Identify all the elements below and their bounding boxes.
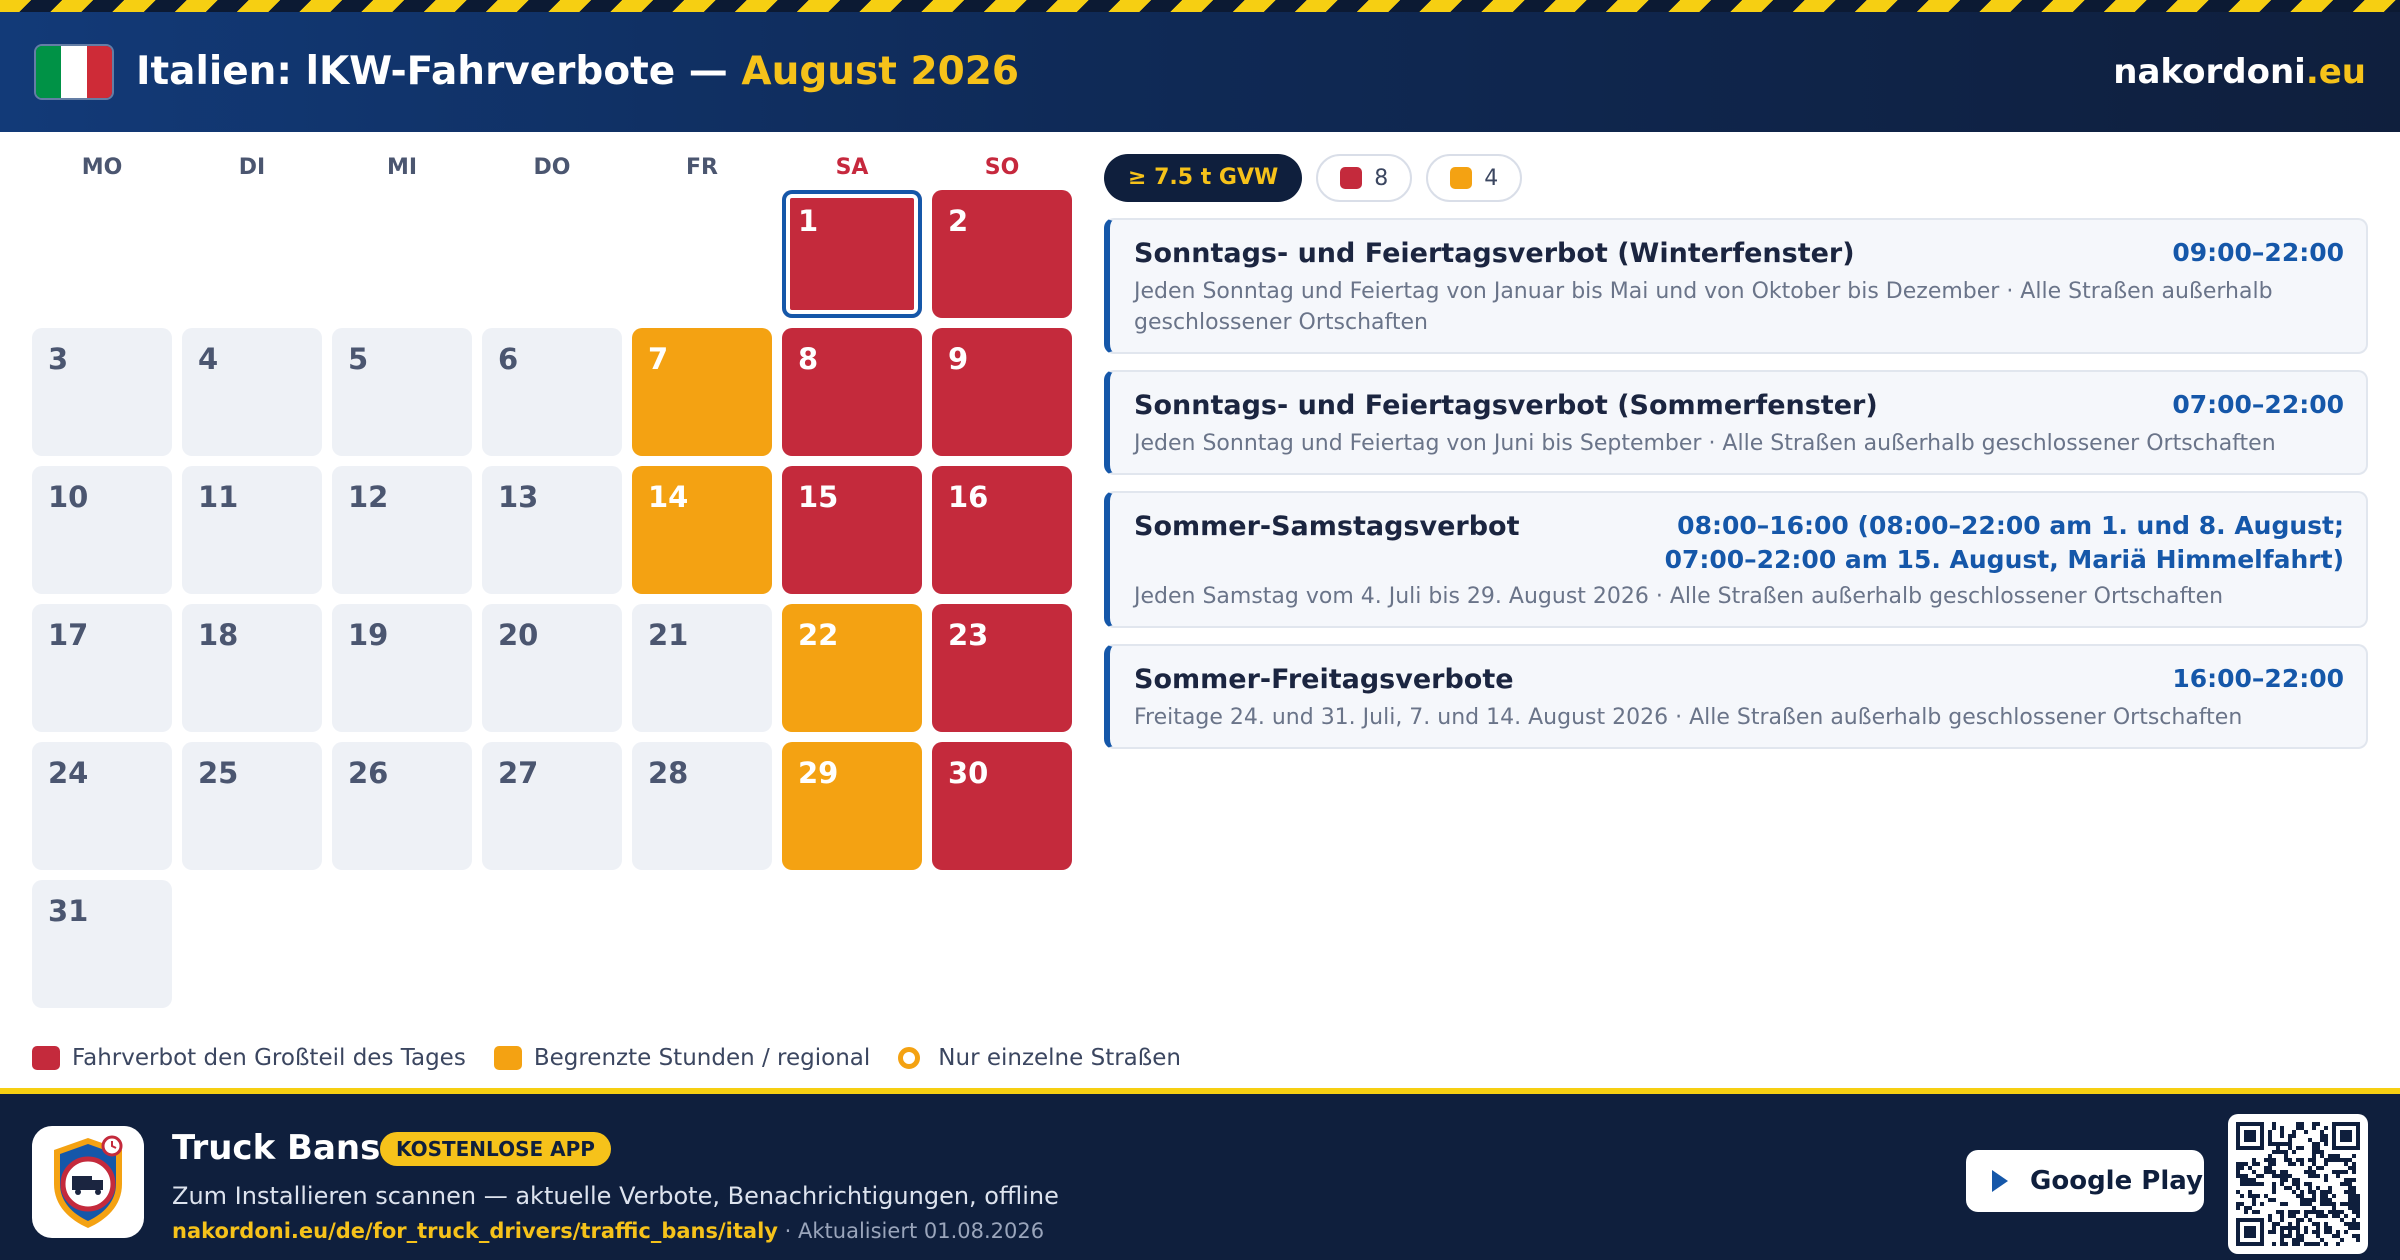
weekday-label: SO bbox=[984, 155, 1020, 180]
calendar-day-number: 24 bbox=[48, 756, 89, 790]
calendar-day[interactable] bbox=[932, 604, 1072, 732]
red-count: 8 bbox=[1374, 165, 1389, 191]
legend-swatch-orange bbox=[494, 1046, 522, 1070]
calendar-empty-cell bbox=[182, 190, 322, 318]
rule-card[interactable] bbox=[1104, 218, 2368, 354]
calendar-empty-cell bbox=[482, 190, 622, 318]
calendar-day-number: 28 bbox=[648, 756, 689, 790]
rule-time: 07:00–22:00 bbox=[2172, 390, 2344, 419]
weekday-label: MO bbox=[81, 155, 123, 180]
calendar-day-number: 8 bbox=[798, 342, 819, 376]
truck-app-icon[interactable] bbox=[32, 1126, 144, 1238]
rule-description: Jeden Samstag vom 4. Juli bis 29. August 2026 · Alle Straßen außerhalb geschlossener Ortschaften bbox=[1134, 584, 2224, 609]
calendar-day[interactable] bbox=[32, 466, 172, 594]
orange-square-icon bbox=[1450, 167, 1472, 189]
red-square-icon bbox=[1340, 167, 1362, 189]
header-bar bbox=[0, 0, 2400, 132]
calendar-day-number: 29 bbox=[798, 756, 839, 790]
legend-item-red bbox=[32, 1045, 466, 1071]
calendar-day-number: 10 bbox=[48, 480, 89, 514]
calendar-day-number: 7 bbox=[648, 342, 669, 376]
calendar-day[interactable] bbox=[332, 742, 472, 870]
italy-flag-icon bbox=[34, 44, 114, 100]
calendar-day-number: 26 bbox=[348, 756, 389, 790]
filter-chips bbox=[1104, 154, 1536, 202]
legend-label-red: Fahrverbot den Großteil des Tages bbox=[72, 1045, 466, 1071]
free-app-badge: KOSTENLOSE APP bbox=[380, 1132, 611, 1166]
calendar-day-number: 23 bbox=[948, 618, 989, 652]
calendar-day[interactable] bbox=[32, 742, 172, 870]
rule-time: 09:00–22:00 bbox=[2172, 238, 2344, 267]
weekday-label: SA bbox=[835, 155, 869, 180]
weekday-label: FR bbox=[686, 155, 718, 180]
legend-label-orange: Begrenzte Stunden / regional bbox=[533, 1045, 871, 1071]
brand-logo[interactable] bbox=[2113, 44, 2366, 100]
calendar-grid bbox=[32, 190, 1074, 1008]
calendar-day-number: 9 bbox=[948, 342, 969, 376]
calendar-day-number: 5 bbox=[348, 342, 369, 376]
calendar-day[interactable] bbox=[932, 328, 1072, 456]
ban-rules-list bbox=[1104, 218, 2368, 765]
google-play-label: Google Play bbox=[2030, 1166, 2203, 1196]
app-name: Truck Bans bbox=[172, 1128, 381, 1168]
calendar-day[interactable] bbox=[32, 604, 172, 732]
calendar-day[interactable] bbox=[632, 328, 772, 456]
updated-date: · Aktualisiert 01.08.2026 bbox=[777, 1219, 1045, 1243]
calendar-day-number: 31 bbox=[48, 894, 89, 928]
calendar-day[interactable] bbox=[332, 604, 472, 732]
calendar-day[interactable] bbox=[482, 466, 622, 594]
calendar-day[interactable] bbox=[632, 466, 772, 594]
legend bbox=[32, 1040, 1209, 1076]
rule-title: Sonntags- und Feiertagsverbot (Winterfenster) bbox=[1134, 238, 1855, 269]
calendar-day[interactable] bbox=[632, 604, 772, 732]
legend-item-roads bbox=[898, 1045, 1181, 1071]
rule-card[interactable] bbox=[1104, 644, 2368, 749]
footer-app-promo bbox=[0, 1088, 2400, 1260]
legend-label-roads: Nur einzelne Straßen bbox=[938, 1045, 1181, 1071]
calendar-day[interactable] bbox=[182, 466, 322, 594]
gvw-chip[interactable]: ≥ 7.5 t GVW bbox=[1104, 154, 1302, 202]
calendar-day[interactable] bbox=[782, 190, 922, 318]
calendar-day[interactable] bbox=[32, 328, 172, 456]
calendar-day[interactable] bbox=[182, 328, 322, 456]
rule-time: 08:00–16:00 (08:00–22:00 am 1. und 8. August; 07:00–22:00 am 15. August, Mariä Himmelfahrt) bbox=[1664, 511, 2344, 574]
calendar-day[interactable] bbox=[932, 742, 1072, 870]
calendar-day[interactable] bbox=[32, 880, 172, 1008]
calendar-day[interactable] bbox=[782, 466, 922, 594]
calendar-day[interactable] bbox=[782, 328, 922, 456]
month-calendar bbox=[32, 150, 1074, 1008]
calendar-day[interactable] bbox=[782, 604, 922, 732]
ring-icon bbox=[898, 1047, 920, 1069]
app-description: Zum Installieren scannen — aktuelle Verbote, Benachrichtigungen, offline bbox=[172, 1182, 1059, 1210]
weekday-label: DO bbox=[533, 155, 571, 180]
calendar-day[interactable] bbox=[932, 190, 1072, 318]
calendar-day[interactable] bbox=[632, 742, 772, 870]
brand-name: nakordoni bbox=[2113, 52, 2306, 92]
page-title-text: Italien: lKW-Fahrverbote — bbox=[136, 49, 728, 94]
calendar-empty-cell bbox=[32, 190, 172, 318]
weekday-header-row bbox=[32, 150, 1074, 186]
calendar-day[interactable] bbox=[332, 466, 472, 594]
qr-code[interactable] bbox=[2228, 1114, 2368, 1254]
rule-description: Freitage 24. und 31. Juli, 7. und 14. August 2026 · Alle Straßen außerhalb geschlossener Ortschaften bbox=[1134, 705, 2243, 730]
calendar-day-number: 25 bbox=[198, 756, 239, 790]
calendar-day-number: 12 bbox=[348, 480, 389, 514]
calendar-day-number: 1 bbox=[798, 204, 819, 238]
calendar-day-number: 19 bbox=[348, 618, 389, 652]
calendar-day-number: 18 bbox=[198, 618, 239, 652]
page-title bbox=[136, 44, 1019, 100]
app-url-link[interactable]: nakordoni.eu/de/for_truck_drivers/traffic_bans/italy bbox=[172, 1219, 778, 1243]
calendar-day[interactable] bbox=[482, 604, 622, 732]
rule-description: Jeden Sonntag und Feiertag von Januar bis Mai und von Oktober bis Dezember · Alle Straßen außerhalb geschlossener Ortschaften bbox=[1134, 279, 2273, 335]
rule-title: Sommer-Samstagsverbot bbox=[1134, 511, 1520, 542]
rule-title: Sommer-Freitagsverbote bbox=[1134, 664, 1514, 695]
calendar-day-number: 16 bbox=[948, 480, 989, 514]
red-count-chip[interactable] bbox=[1316, 154, 1412, 202]
orange-count-chip[interactable] bbox=[1426, 154, 1522, 202]
calendar-day-number: 3 bbox=[48, 342, 69, 376]
calendar-empty-cell bbox=[632, 190, 772, 318]
orange-count: 4 bbox=[1484, 165, 1499, 191]
brand-tld: .eu bbox=[2305, 52, 2366, 92]
calendar-empty-cell bbox=[332, 190, 472, 318]
calendar-day-number: 21 bbox=[648, 618, 689, 652]
legend-swatch-red bbox=[32, 1046, 60, 1070]
calendar-day-number: 2 bbox=[948, 204, 969, 238]
calendar-day-number: 14 bbox=[648, 480, 689, 514]
rule-time: 16:00–22:00 bbox=[2172, 664, 2344, 693]
calendar-day-number: 17 bbox=[48, 618, 89, 652]
calendar-day-number: 6 bbox=[498, 342, 519, 376]
app-link-line bbox=[172, 1216, 1044, 1246]
play-store-icon bbox=[1992, 1170, 2008, 1192]
calendar-day[interactable] bbox=[482, 328, 622, 456]
calendar-day-number: 27 bbox=[498, 756, 539, 790]
calendar-day[interactable] bbox=[182, 604, 322, 732]
calendar-day[interactable] bbox=[782, 742, 922, 870]
rule-title: Sonntags- und Feiertagsverbot (Sommerfenster) bbox=[1134, 390, 1878, 421]
google-play-button[interactable] bbox=[1966, 1150, 2204, 1212]
calendar-day-number: 20 bbox=[498, 618, 539, 652]
calendar-day[interactable] bbox=[332, 328, 472, 456]
calendar-day-number: 15 bbox=[798, 480, 839, 514]
rule-card[interactable] bbox=[1104, 491, 2368, 628]
rule-card[interactable] bbox=[1104, 370, 2368, 475]
calendar-day-number: 22 bbox=[798, 618, 839, 652]
calendar-day[interactable] bbox=[182, 742, 322, 870]
calendar-day-number: 11 bbox=[198, 480, 239, 514]
calendar-day[interactable] bbox=[932, 466, 1072, 594]
calendar-day-number: 13 bbox=[498, 480, 539, 514]
page-title-month: August 2026 bbox=[741, 49, 1019, 94]
weekday-label: DI bbox=[238, 155, 266, 180]
weekday-label: MI bbox=[386, 155, 418, 180]
calendar-day-number: 4 bbox=[198, 342, 219, 376]
rule-description: Jeden Sonntag und Feiertag von Juni bis September · Alle Straßen außerhalb geschlossener Ortschaften bbox=[1134, 431, 2276, 456]
calendar-day-number: 30 bbox=[948, 756, 989, 790]
legend-item-orange bbox=[494, 1045, 870, 1071]
hazard-stripe bbox=[0, 0, 2400, 12]
calendar-day[interactable] bbox=[482, 742, 622, 870]
